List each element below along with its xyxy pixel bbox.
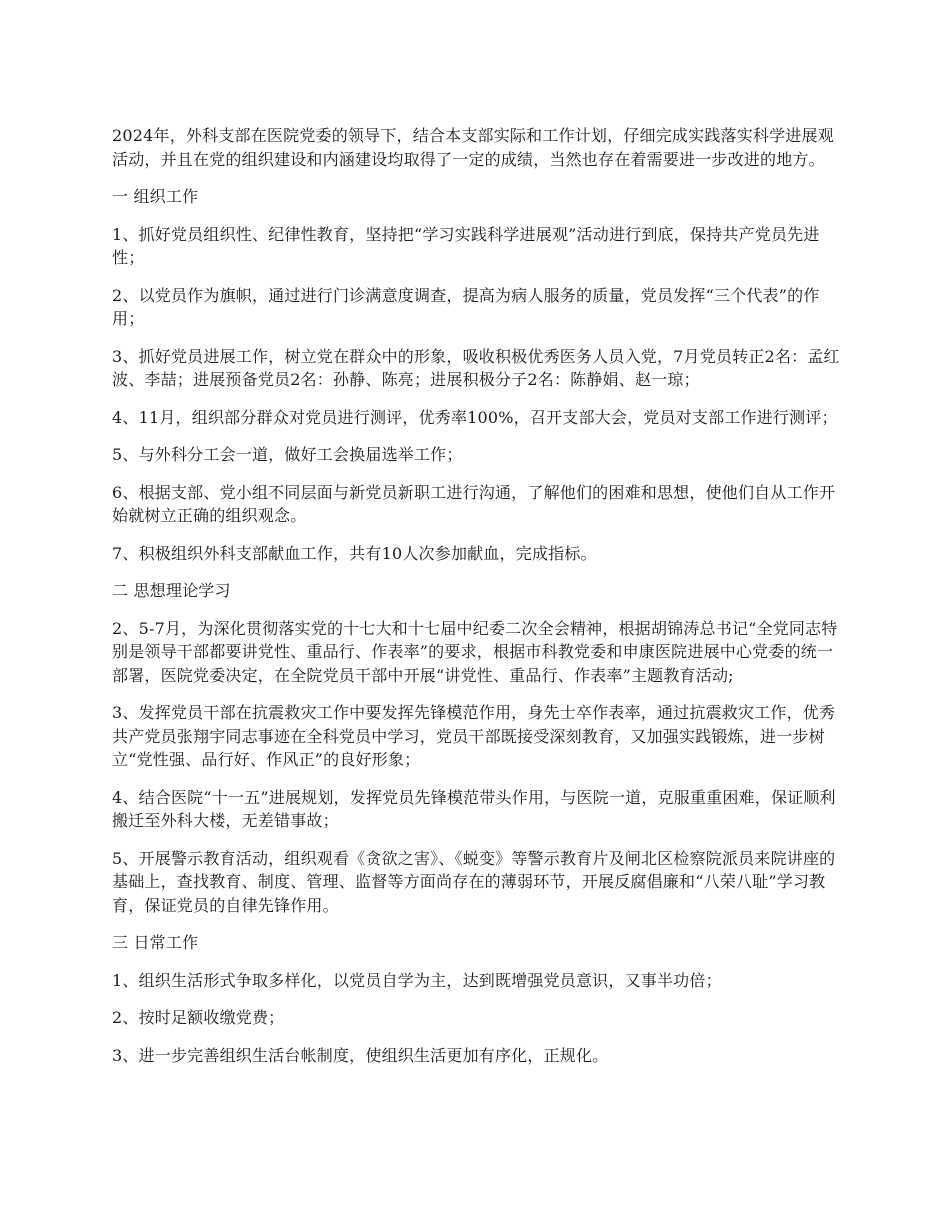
intro-paragraph: 2024年，外科支部在医院党委的领导下，结合本支部实际和工作计划，仔细完成实践落实科学进展观活动，并且在党的组织建设和内涵建设均取得了一定的成绩，当然也存在着需要进一步改进的地方。 (112, 126, 834, 169)
document-body (112, 124, 842, 1081)
section-daily-work (112, 931, 842, 1067)
list-item: 3、进一步完善组织生活台帐制度，使组织生活更加有序化，正规化。 (112, 1045, 609, 1065)
section-heading: 三 日常工作 (112, 933, 199, 952)
section-heading: 二 思想理论学习 (112, 581, 231, 600)
list-item: 5、与外科分工会一道，做好工会换届选举工作； (112, 445, 463, 464)
section-theory-study (112, 579, 842, 917)
list-item: 2、按时足额收缴党费； (112, 1008, 285, 1027)
list-item: 4、结合医院“十一五”进展规划，发挥党员先锋模范带头作用，与医院一道，克服重重困难，保证顺利搬迁至外科大楼，无差错事故； (112, 787, 836, 830)
list-item: 1、抓好党员组织性、纪律性教育，坚持把“学习实践科学进展观”活动进行到底，保持共产党员先进性； (112, 224, 820, 267)
list-item: 2、以党员作为旗帜，通过进行门诊满意度调查，提高为病人服务的质量，党员发挥“三个代表”的作用； (112, 285, 820, 328)
list-item: 5、开展警示教育活动，组织观看《贪欲之害》、《蜕变》等警示教育片及闸北区检察院派员来院讲座的基础上，查找教育、制度、管理、监督等方面尚存在的薄弱环节，开展反腐倡廉和“八荣八耻”学习教育，保证党员的自律先锋作用。 (112, 848, 836, 915)
section-heading: 一 组织工作 (112, 187, 199, 206)
list-item: 2、5-7月，为深化贯彻落实党的十七大和十七届中纪委二次全会精神，根据胡锦涛总书记“全党同志特别是领导干部都要讲党性、重品行、作表率”的要求，根据市科教党委和申康医院进展中心党委的统一部署，医院党委决定，在全院党员干部中开展“讲党性、重品行、作表率”主题教育活动; (112, 618, 838, 685)
list-item: 6、根据支部、党小组不同层面与新党员新职工进行沟通，了解他们的困难和思想，使他们自从工作开始就树立正确的组织观念。 (112, 482, 836, 525)
list-item: 3、抓好党员进展工作，树立党在群众中的形象，吸收积极优秀医务人员入党，7月党员转正2名：孟红波、李喆；进展预备党员2名：孙静、陈亮；进展积极分子2名：陈静娟、赵一琼； (112, 346, 840, 389)
list-item: 3、发挥党员干部在抗震救灾工作中要发挥先锋模范作用，身先士卒作表率，通过抗震救灾工作，优秀共产党员张翔宇同志事迹在全科党员中学习，党员干部既接受深刻教育，又加强实践锻炼，进一步树立“党性强、品行好、作风正”的良好形象； (112, 703, 836, 769)
list-item: 1、组织生活形式争取多样化，以党员自学为主，达到既增强党员意识，又事半功倍； (112, 970, 722, 990)
section-organization (112, 185, 842, 565)
list-item: 7、积极组织外科支部献血工作，共有10人次参加献血，完成指标。 (112, 543, 597, 563)
list-item: 4、11月，组织部分群众对党员进行测评，优秀率100%，召开支部大会，党员对支部工作进行测评； (112, 407, 838, 427)
